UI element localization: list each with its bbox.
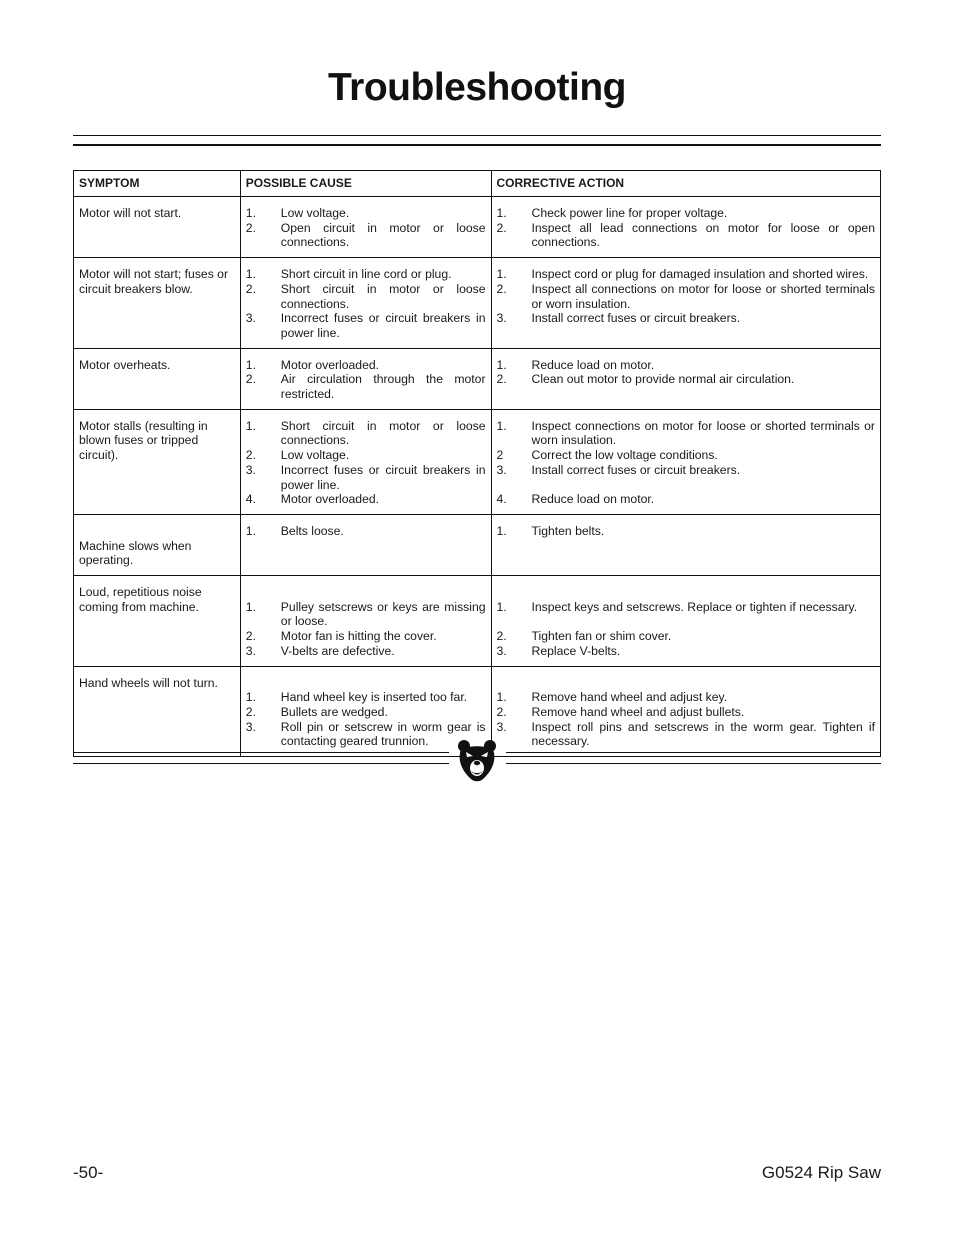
item-number: 3. bbox=[496, 462, 507, 477]
item-text: Check power line for proper voltage. bbox=[531, 206, 728, 220]
list-item bbox=[497, 221, 875, 250]
table-body bbox=[74, 197, 881, 757]
item-text: Hand wheel key is inserted too far. bbox=[280, 690, 468, 705]
item-text: Tighten belts. bbox=[531, 523, 605, 538]
list-item bbox=[497, 419, 875, 448]
header-symptom: SYMPTOM bbox=[74, 171, 241, 197]
possible-cause-cell bbox=[240, 576, 491, 667]
table-row bbox=[74, 576, 881, 667]
item-text: Inspect keys and setscrews. Replace or tighten if necessary. bbox=[531, 599, 858, 614]
item-number: 4. bbox=[245, 492, 256, 507]
list-item bbox=[497, 690, 875, 705]
symptom-text: Loud, repetitious noise coming from machine. bbox=[79, 585, 202, 614]
item-number: 1. bbox=[496, 599, 507, 614]
possible-cause-cell bbox=[240, 348, 491, 409]
item-text: Inspect all lead connections on motor for loose or open connections. bbox=[531, 220, 875, 250]
symptom-cell bbox=[74, 666, 241, 757]
item-number: 3. bbox=[245, 719, 256, 734]
possible-cause-cell bbox=[240, 409, 491, 514]
corrective-action-cell bbox=[491, 409, 880, 514]
item-number: 4. bbox=[496, 492, 507, 507]
list-item bbox=[246, 644, 486, 659]
symptom-cell bbox=[74, 348, 241, 409]
list-item bbox=[246, 600, 486, 629]
item-number: 3. bbox=[496, 643, 507, 658]
item-text: Short circuit in line cord or plug. bbox=[280, 267, 452, 282]
item-number: 1. bbox=[245, 523, 256, 538]
item-number: 1. bbox=[245, 267, 256, 282]
list-item bbox=[497, 644, 875, 659]
list-item bbox=[246, 372, 486, 401]
list-item bbox=[497, 311, 875, 326]
list-item bbox=[246, 267, 486, 282]
item-number: 2. bbox=[245, 629, 256, 644]
list-item bbox=[497, 720, 875, 749]
item-number: 1. bbox=[245, 690, 256, 705]
list-item bbox=[246, 705, 486, 720]
item-number: 1. bbox=[496, 690, 507, 705]
item-text: Open circuit in motor or loose connections. bbox=[280, 220, 486, 250]
item-number: 2. bbox=[245, 704, 256, 719]
list-item bbox=[246, 463, 486, 492]
page-number: -50- bbox=[73, 1163, 104, 1182]
item-text: Inspect all connections on motor for loose or shorted terminals or worn insulation. bbox=[531, 281, 875, 311]
list-item bbox=[497, 492, 875, 507]
corrective-action-cell bbox=[491, 666, 880, 757]
item-text: Remove hand wheel and adjust key. bbox=[531, 690, 728, 705]
item-text: Clean out motor to provide normal air circulation. bbox=[531, 372, 795, 387]
table-row bbox=[74, 514, 881, 575]
item-text: Low voltage. bbox=[280, 448, 350, 463]
item-text: Incorrect fuses or circuit breakers in power line. bbox=[280, 311, 486, 340]
item-text: Motor overloaded. bbox=[280, 492, 380, 507]
item-text: Install correct fuses or circuit breakers. bbox=[531, 311, 741, 326]
item-number: 1. bbox=[496, 267, 507, 282]
item-number: 2. bbox=[496, 372, 507, 387]
list-item bbox=[497, 463, 875, 478]
page-title: Troubleshooting bbox=[328, 66, 626, 109]
item-text: Short circuit in motor or loose connections. bbox=[280, 418, 486, 448]
item-number: 1. bbox=[245, 206, 256, 220]
item-text: Remove hand wheel and adjust bullets. bbox=[531, 704, 745, 719]
symptom-text: Motor overheats. bbox=[79, 357, 171, 372]
symptom-cell bbox=[74, 258, 241, 349]
symptom-text: Motor stalls (resulting in blown fuses or tripped circuit). bbox=[79, 418, 208, 463]
item-text: Bullets are wedged. bbox=[280, 704, 388, 719]
item-text: Pulley setscrews or keys are missing or loose. bbox=[280, 599, 486, 629]
table-header-row bbox=[74, 171, 881, 197]
item-number: 1. bbox=[496, 523, 507, 538]
item-number: 3. bbox=[245, 462, 256, 477]
corrective-action-cell bbox=[491, 514, 880, 575]
item-text: Incorrect fuses or circuit breakers in power line. bbox=[280, 462, 486, 492]
item-text: Reduce load on motor. bbox=[531, 492, 655, 507]
possible-cause-cell bbox=[240, 666, 491, 757]
list-item bbox=[246, 492, 486, 507]
item-number: 1. bbox=[496, 206, 507, 220]
list-item bbox=[246, 282, 486, 311]
corrective-action-cell bbox=[491, 576, 880, 667]
list-item bbox=[246, 448, 486, 463]
list-item bbox=[497, 206, 875, 221]
item-text: Motor fan is hitting the cover. bbox=[280, 629, 437, 644]
list-item bbox=[497, 705, 875, 720]
footer-rule-right-top bbox=[506, 752, 881, 753]
item-number: 2 bbox=[496, 448, 504, 463]
list-item bbox=[246, 720, 486, 749]
list-item bbox=[246, 358, 486, 373]
item-number: 2. bbox=[496, 704, 507, 719]
list-item bbox=[497, 629, 875, 644]
item-text: Install correct fuses or circuit breakers. bbox=[531, 462, 741, 477]
item-number: 1. bbox=[496, 357, 507, 372]
list-item bbox=[497, 448, 875, 463]
item-number: 2. bbox=[496, 220, 507, 235]
header-possible-cause: POSSIBLE CAUSE bbox=[240, 171, 491, 197]
list-item bbox=[497, 600, 875, 615]
item-number: 3. bbox=[245, 643, 256, 658]
item-text: Roll pin or setscrew in worm gear is contacting geared trunnion. bbox=[280, 719, 486, 749]
list-item bbox=[246, 419, 486, 448]
list-item bbox=[246, 206, 486, 221]
possible-cause-cell bbox=[240, 514, 491, 575]
troubleshooting-table bbox=[73, 170, 881, 757]
bear-head-icon bbox=[456, 739, 498, 783]
item-text: Inspect cord or plug for damaged insulation and shorted wires. bbox=[531, 267, 869, 282]
symptom-cell bbox=[74, 197, 241, 258]
list-item bbox=[246, 690, 486, 705]
corrective-action-cell bbox=[491, 348, 880, 409]
item-text: Inspect roll pins and setscrews in the worm gear. Tighten if necessary. bbox=[531, 719, 875, 749]
item-number: 1. bbox=[245, 418, 256, 433]
list-item bbox=[497, 372, 875, 387]
corrective-action-cell bbox=[491, 197, 880, 258]
item-text: Tighten fan or shim cover. bbox=[531, 629, 672, 644]
item-text: Air circulation through the motor restricted. bbox=[280, 372, 486, 402]
item-number: 2. bbox=[245, 220, 256, 235]
corrective-action-cell bbox=[491, 258, 880, 349]
symptom-text: Hand wheels will not turn. bbox=[79, 675, 218, 690]
symptom-text: Motor will not start. bbox=[79, 206, 182, 220]
header-corrective-action: CORRECTIVE ACTION bbox=[491, 171, 880, 197]
item-text: Reduce load on motor. bbox=[531, 357, 655, 372]
item-number: 2. bbox=[496, 281, 507, 296]
model-name: G0524 Rip Saw bbox=[761, 1163, 881, 1182]
list-item bbox=[497, 282, 875, 311]
item-number: 3. bbox=[245, 311, 256, 326]
symptom-cell bbox=[74, 409, 241, 514]
item-number: 1. bbox=[245, 599, 256, 614]
list-item bbox=[497, 358, 875, 373]
item-number: 2. bbox=[496, 629, 507, 644]
list-item bbox=[246, 524, 486, 539]
symptom-cell bbox=[74, 576, 241, 667]
table-row bbox=[74, 258, 881, 349]
list-item bbox=[246, 311, 486, 340]
item-text: Short circuit in motor or loose connections. bbox=[280, 281, 486, 311]
symptom-text: Machine slows when operating. bbox=[79, 538, 192, 568]
list-item bbox=[246, 221, 486, 250]
item-text: Replace V-belts. bbox=[531, 643, 621, 658]
item-text: Correct the low voltage conditions. bbox=[531, 448, 718, 463]
item-text: Inspect connections on motor for loose or shorted terminals or worn insulation. bbox=[531, 418, 875, 448]
item-text: V-belts are defective. bbox=[280, 643, 395, 658]
footer-rule-left-top bbox=[73, 752, 449, 753]
header-rule-thin bbox=[73, 135, 881, 136]
item-number: 2. bbox=[245, 448, 256, 463]
item-number: 1. bbox=[245, 357, 256, 372]
item-number: 2. bbox=[245, 281, 256, 296]
item-number: 2. bbox=[245, 372, 256, 387]
footer-rule-left-bottom bbox=[73, 763, 449, 764]
table-row bbox=[74, 197, 881, 258]
header-rule-thick bbox=[73, 144, 881, 146]
table-row bbox=[74, 409, 881, 514]
item-number: 3. bbox=[496, 719, 507, 734]
possible-cause-cell bbox=[240, 197, 491, 258]
list-item bbox=[497, 267, 875, 282]
footer-rule-right-bottom bbox=[506, 763, 881, 764]
item-number: 3. bbox=[496, 311, 507, 326]
item-number: 1. bbox=[496, 418, 507, 433]
item-text: Belts loose. bbox=[280, 523, 344, 538]
item-text: Motor overloaded. bbox=[280, 357, 380, 372]
list-item bbox=[246, 629, 486, 644]
item-text: Low voltage. bbox=[280, 206, 350, 220]
symptom-cell bbox=[74, 514, 241, 575]
list-item bbox=[497, 524, 875, 539]
table-row bbox=[74, 348, 881, 409]
symptom-text: Motor will not start; fuses or circuit breakers blow. bbox=[79, 267, 229, 296]
possible-cause-cell bbox=[240, 258, 491, 349]
